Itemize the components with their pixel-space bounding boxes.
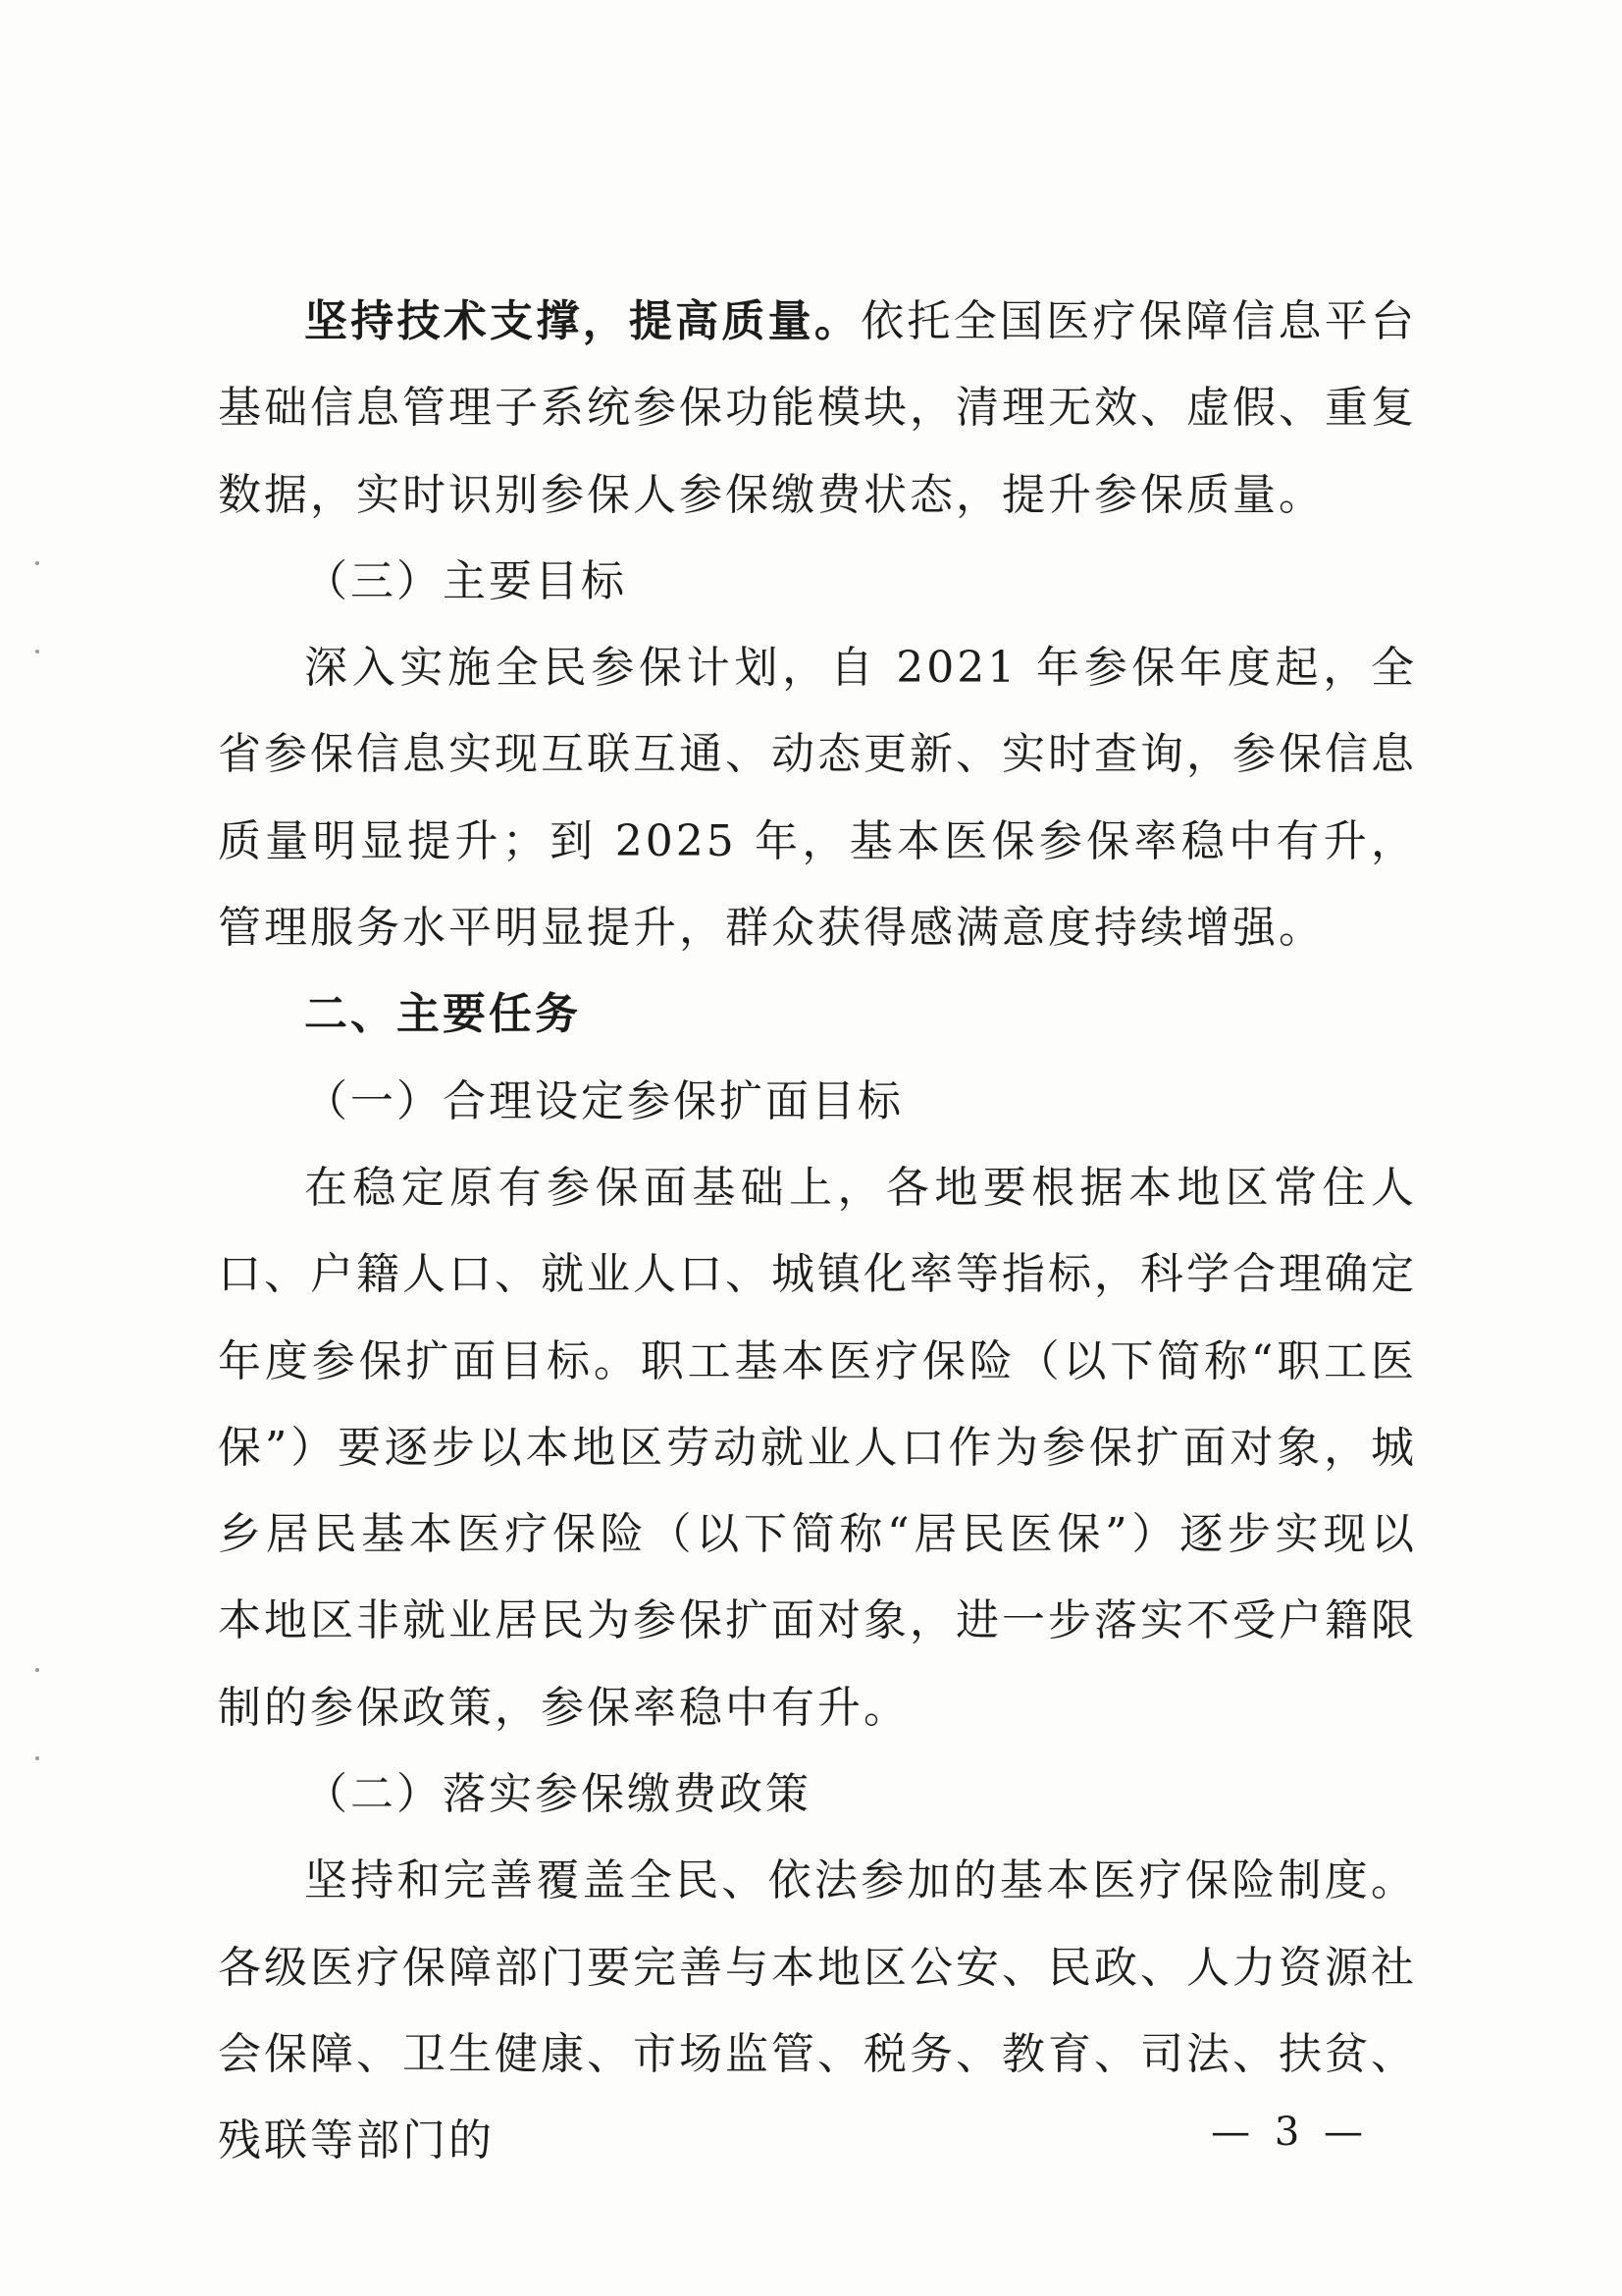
paragraph-main-goal: 深入实施全民参保计划，自 2021 年参保年度起，全省参保信息实现互联互通、动态更新、实时查询，参保信息质量明显提升；到 2025 年，基本医保参保率稳中有升，管理服务水平明显提升，群众获得感满意度持续增强。 (218, 643, 1417, 954)
scan-speck (35, 561, 39, 565)
scan-speck (35, 1668, 39, 1672)
paragraph-task-2: 坚持和完善覆盖全民、依法参加的基本医疗保险制度。各级医疗保障部门要完善与本地区公安、民政、人力资源社会保障、卫生健康、市场监管、税务、教育、司法、扶贫、残联等部门的 (218, 1855, 1417, 2166)
section-heading-main-goal: （三）主要目标 (304, 555, 627, 606)
document-body (218, 279, 1417, 2185)
scan-speck (35, 650, 39, 653)
scan-speck (35, 1756, 39, 1760)
paragraph-task-1: 在稳定原有参保面基础上，各地要根据本地区常住人口、户籍人口、就业人口、城镇化率等指标，科学合理确定年度参保扩面目标。职工基本医疗保险（以下简称“职工医保”）要逐步以本地区劳动就业人口作为参保扩面对象，城乡居民基本医疗保险（以下简称“居民医保”）逐步实现以本地区非就业居民为参保扩面对象，进一步落实不受户籍限制的参保政策，参保率稳中有升。 (218, 1162, 1417, 1733)
paragraph-lead: 坚持技术支撑，提高质量。 (304, 296, 862, 346)
paragraph-technical-support (218, 279, 1417, 539)
page-number: — 3 — (1211, 2110, 1369, 2155)
paragraph-text: 依托全国医疗保障信息平台基础信息管理子系统参保功能模块，清理无效、虚假、重复数据，实时识别参保人参保缴费状态，提升参保质量。 (218, 296, 1418, 520)
section-heading-main-tasks: 二、主要任务 (304, 989, 581, 1040)
section-heading-task-1: （一）合理设定参保扩面目标 (304, 1075, 904, 1126)
section-heading-task-2: （二）落实参保缴费政策 (304, 1769, 811, 1820)
